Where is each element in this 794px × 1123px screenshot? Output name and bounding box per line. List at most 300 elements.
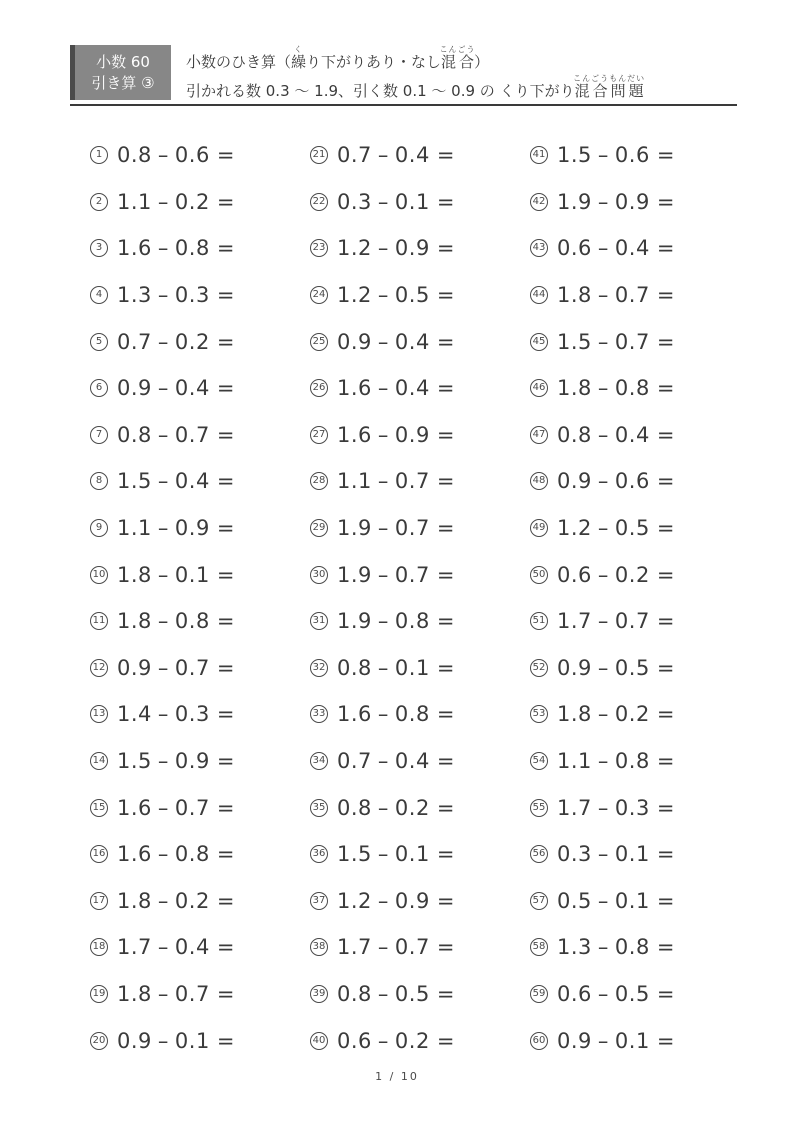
problem-row xyxy=(310,505,530,552)
problem-row xyxy=(530,225,750,272)
problem-number-badge: 52 xyxy=(530,659,548,677)
equals-sign: = xyxy=(656,609,675,634)
problem-minuend: 0.8 xyxy=(117,422,152,447)
worksheet-badge xyxy=(70,45,171,100)
problem-subtrahend: 0.8 xyxy=(614,376,650,401)
problem-minuend: 0.7 xyxy=(337,749,372,774)
minus-sign: – xyxy=(597,516,609,541)
problem-row xyxy=(310,272,530,319)
equals-sign: = xyxy=(656,702,675,727)
title-ruby-kuri xyxy=(291,45,307,71)
problem-minuend: 1.4 xyxy=(117,702,152,727)
problem-row xyxy=(310,551,530,598)
problem-subtrahend: 0.7 xyxy=(614,283,650,308)
problem-expression xyxy=(117,749,235,773)
minus-sign: – xyxy=(157,143,169,168)
equals-sign: = xyxy=(216,749,235,774)
problem-expression xyxy=(557,469,675,493)
minus-sign: – xyxy=(597,702,609,727)
problem-expression xyxy=(117,842,235,866)
problem-number-badge: 23 xyxy=(310,239,328,257)
problem-minuend: 0.8 xyxy=(337,795,372,820)
badge-line-1: 小数 60 xyxy=(96,53,150,71)
problem-row xyxy=(530,878,750,925)
equals-sign: = xyxy=(216,981,235,1006)
problem-expression xyxy=(557,190,675,214)
problem-number-badge: 43 xyxy=(530,239,548,257)
problem-expression xyxy=(337,236,455,260)
problem-minuend: 1.5 xyxy=(337,842,372,867)
equals-sign: = xyxy=(216,562,235,587)
problem-subtrahend: 0.8 xyxy=(614,935,650,960)
problem-number-badge: 10 xyxy=(90,566,108,584)
equals-sign: = xyxy=(656,842,675,867)
equals-sign: = xyxy=(216,1028,235,1053)
subtitle-text: 引かれる数 0.3 〜 1.9、引く数 0.1 〜 0.9 の くり下がり xyxy=(186,81,575,100)
problem-subtrahend: 0.1 xyxy=(614,1028,650,1053)
problem-minuend: 0.9 xyxy=(337,329,372,354)
problem-minuend: 0.9 xyxy=(557,1028,592,1053)
equals-sign: = xyxy=(656,283,675,308)
problem-expression xyxy=(337,143,455,167)
problem-expression xyxy=(117,283,235,307)
problems-grid xyxy=(90,132,760,1064)
problem-number-badge: 29 xyxy=(310,519,328,537)
problem-expression xyxy=(557,1029,675,1053)
problem-minuend: 0.6 xyxy=(337,1028,372,1053)
problem-row xyxy=(530,132,750,179)
problem-subtrahend: 0.8 xyxy=(174,236,210,261)
problem-subtrahend: 0.2 xyxy=(614,562,650,587)
problem-number-badge: 55 xyxy=(530,799,548,817)
problem-minuend: 1.1 xyxy=(117,189,152,214)
problem-number-badge: 35 xyxy=(310,799,328,817)
problem-number-badge: 42 xyxy=(530,193,548,211)
problem-expression xyxy=(557,143,675,167)
problem-row xyxy=(310,318,530,365)
equals-sign: = xyxy=(436,422,455,447)
problem-number-badge: 46 xyxy=(530,379,548,397)
problem-minuend: 1.1 xyxy=(337,469,372,494)
worksheet-title xyxy=(186,45,645,72)
problem-row xyxy=(90,645,310,692)
problem-row xyxy=(90,412,310,459)
minus-sign: – xyxy=(377,702,389,727)
problem-minuend: 0.7 xyxy=(337,143,372,168)
minus-sign: – xyxy=(377,935,389,960)
badge-line-2: 引き算 ③ xyxy=(91,74,155,92)
problem-subtrahend: 0.4 xyxy=(394,749,430,774)
problem-subtrahend: 0.8 xyxy=(394,702,430,727)
problem-expression xyxy=(117,469,235,493)
problem-subtrahend: 0.1 xyxy=(174,562,210,587)
problem-minuend: 0.3 xyxy=(337,189,372,214)
problem-subtrahend: 0.7 xyxy=(614,329,650,354)
minus-sign: – xyxy=(157,236,169,261)
problem-row xyxy=(310,784,530,831)
problem-minuend: 0.8 xyxy=(117,143,152,168)
problem-number-badge: 14 xyxy=(90,752,108,770)
problem-row xyxy=(310,365,530,412)
equals-sign: = xyxy=(436,1028,455,1053)
problem-number-badge: 59 xyxy=(530,985,548,1003)
equals-sign: = xyxy=(216,935,235,960)
worksheet-titles xyxy=(186,45,645,101)
problem-number-badge: 24 xyxy=(310,286,328,304)
problem-number-badge: 27 xyxy=(310,426,328,444)
problem-subtrahend: 0.2 xyxy=(174,888,210,913)
problem-row xyxy=(530,924,750,971)
problem-expression xyxy=(337,563,455,587)
problem-expression xyxy=(117,609,235,633)
equals-sign: = xyxy=(656,562,675,587)
minus-sign: – xyxy=(597,842,609,867)
equals-sign: = xyxy=(216,189,235,214)
problem-row xyxy=(90,878,310,925)
problem-subtrahend: 0.9 xyxy=(174,749,210,774)
problem-expression xyxy=(557,376,675,400)
equals-sign: = xyxy=(656,329,675,354)
problem-row xyxy=(530,412,750,459)
problem-number-badge: 50 xyxy=(530,566,548,584)
problem-number-badge: 3 xyxy=(90,239,108,257)
minus-sign: – xyxy=(597,562,609,587)
problem-subtrahend: 0.5 xyxy=(614,655,650,680)
problem-number-badge: 7 xyxy=(90,426,108,444)
problem-expression xyxy=(337,889,455,913)
problem-minuend: 1.2 xyxy=(337,236,372,261)
problem-expression xyxy=(117,889,235,913)
problem-number-badge: 25 xyxy=(310,333,328,351)
problem-number-badge: 49 xyxy=(530,519,548,537)
minus-sign: – xyxy=(377,609,389,634)
problem-expression xyxy=(337,702,455,726)
problem-subtrahend: 0.2 xyxy=(174,329,210,354)
problem-expression xyxy=(557,702,675,726)
problem-subtrahend: 0.2 xyxy=(394,795,430,820)
problem-row xyxy=(530,551,750,598)
problem-row xyxy=(310,645,530,692)
problem-expression xyxy=(117,702,235,726)
problem-subtrahend: 0.4 xyxy=(394,329,430,354)
equals-sign: = xyxy=(436,888,455,913)
problem-minuend: 1.6 xyxy=(337,422,372,447)
problem-expression xyxy=(557,609,675,633)
minus-sign: – xyxy=(377,143,389,168)
problem-row xyxy=(90,1017,310,1064)
equals-sign: = xyxy=(436,702,455,727)
minus-sign: – xyxy=(377,562,389,587)
minus-sign: – xyxy=(157,888,169,913)
problem-number-badge: 56 xyxy=(530,845,548,863)
problem-number-badge: 18 xyxy=(90,938,108,956)
minus-sign: – xyxy=(377,888,389,913)
equals-sign: = xyxy=(436,283,455,308)
problem-expression xyxy=(117,982,235,1006)
problem-number-badge: 58 xyxy=(530,938,548,956)
problem-number-badge: 6 xyxy=(90,379,108,397)
problem-subtrahend: 0.9 xyxy=(614,189,650,214)
problem-expression xyxy=(117,1029,235,1053)
problem-expression xyxy=(557,842,675,866)
problem-subtrahend: 0.1 xyxy=(174,1028,210,1053)
problem-number-badge: 26 xyxy=(310,379,328,397)
problem-minuend: 1.8 xyxy=(557,702,592,727)
problem-number-badge: 16 xyxy=(90,845,108,863)
problem-number-badge: 1 xyxy=(90,146,108,164)
problem-subtrahend: 0.2 xyxy=(174,189,210,214)
equals-sign: = xyxy=(436,981,455,1006)
problem-number-badge: 54 xyxy=(530,752,548,770)
problem-expression xyxy=(117,190,235,214)
problem-expression xyxy=(557,283,675,307)
problem-row xyxy=(310,924,530,971)
minus-sign: – xyxy=(597,422,609,447)
problem-row xyxy=(90,458,310,505)
problem-minuend: 1.6 xyxy=(337,702,372,727)
minus-sign: – xyxy=(597,1028,609,1053)
problem-row xyxy=(530,831,750,878)
equals-sign: = xyxy=(656,981,675,1006)
problem-expression xyxy=(557,656,675,680)
problem-row xyxy=(310,1017,530,1064)
title-ruby-base: 繰 xyxy=(291,53,307,71)
problem-subtrahend: 0.6 xyxy=(174,143,210,168)
problem-minuend: 1.8 xyxy=(557,283,592,308)
problem-expression xyxy=(337,796,455,820)
title-ruby-kongo xyxy=(439,45,476,71)
problem-expression xyxy=(117,656,235,680)
equals-sign: = xyxy=(656,143,675,168)
problem-number-badge: 57 xyxy=(530,892,548,910)
equals-sign: = xyxy=(216,888,235,913)
problem-minuend: 1.3 xyxy=(117,283,152,308)
problem-row xyxy=(310,412,530,459)
minus-sign: – xyxy=(157,422,169,447)
problem-minuend: 0.6 xyxy=(557,236,592,261)
problem-minuend: 0.5 xyxy=(557,888,592,913)
problem-row xyxy=(530,784,750,831)
problem-number-badge: 41 xyxy=(530,146,548,164)
problem-subtrahend: 0.8 xyxy=(174,842,210,867)
problem-number-badge: 38 xyxy=(310,938,328,956)
problem-row xyxy=(530,1017,750,1064)
problem-number-badge: 39 xyxy=(310,985,328,1003)
problem-expression xyxy=(337,376,455,400)
minus-sign: – xyxy=(157,562,169,587)
minus-sign: – xyxy=(597,329,609,354)
problem-minuend: 0.8 xyxy=(337,981,372,1006)
equals-sign: = xyxy=(216,376,235,401)
problem-expression xyxy=(557,330,675,354)
minus-sign: – xyxy=(597,749,609,774)
problem-subtrahend: 0.5 xyxy=(394,283,430,308)
equals-sign: = xyxy=(656,516,675,541)
problem-subtrahend: 0.7 xyxy=(174,981,210,1006)
minus-sign: – xyxy=(377,655,389,680)
problem-row xyxy=(310,225,530,272)
equals-sign: = xyxy=(656,422,675,447)
problem-subtrahend: 0.4 xyxy=(614,422,650,447)
problem-subtrahend: 0.7 xyxy=(394,935,430,960)
problem-subtrahend: 0.7 xyxy=(174,795,210,820)
problem-minuend: 0.9 xyxy=(557,655,592,680)
problems-column-1 xyxy=(90,132,310,1064)
minus-sign: – xyxy=(157,189,169,214)
problem-minuend: 1.5 xyxy=(557,143,592,168)
minus-sign: – xyxy=(377,236,389,261)
problem-minuend: 0.9 xyxy=(557,469,592,494)
equals-sign: = xyxy=(436,236,455,261)
problem-row xyxy=(90,505,310,552)
problem-expression xyxy=(117,563,235,587)
problem-minuend: 1.8 xyxy=(117,981,152,1006)
problem-minuend: 1.3 xyxy=(557,935,592,960)
page-footer xyxy=(0,1070,794,1083)
minus-sign: – xyxy=(597,609,609,634)
problem-minuend: 1.7 xyxy=(557,795,592,820)
problem-number-badge: 45 xyxy=(530,333,548,351)
problem-row xyxy=(310,878,530,925)
problem-subtrahend: 0.4 xyxy=(174,376,210,401)
problem-minuend: 1.8 xyxy=(117,888,152,913)
problem-row xyxy=(310,458,530,505)
problem-minuend: 1.5 xyxy=(117,469,152,494)
problem-row xyxy=(530,645,750,692)
problem-expression xyxy=(557,236,675,260)
minus-sign: – xyxy=(597,935,609,960)
problem-minuend: 1.7 xyxy=(117,935,152,960)
worksheet-subtitle xyxy=(186,74,645,101)
problem-row xyxy=(310,598,530,645)
minus-sign: – xyxy=(597,795,609,820)
problem-expression xyxy=(337,982,455,1006)
problem-row xyxy=(90,924,310,971)
equals-sign: = xyxy=(436,842,455,867)
problem-subtrahend: 0.7 xyxy=(174,422,210,447)
minus-sign: – xyxy=(157,376,169,401)
problem-expression xyxy=(117,935,235,959)
equals-sign: = xyxy=(656,749,675,774)
title-ruby-furigana: こんごう xyxy=(439,45,476,54)
problem-subtrahend: 0.1 xyxy=(394,655,430,680)
minus-sign: – xyxy=(597,469,609,494)
equals-sign: = xyxy=(656,1028,675,1053)
problem-row xyxy=(90,971,310,1018)
problem-minuend: 0.8 xyxy=(557,422,592,447)
equals-sign: = xyxy=(436,143,455,168)
problem-minuend: 1.2 xyxy=(337,283,372,308)
problem-minuend: 1.1 xyxy=(557,749,592,774)
problem-expression xyxy=(117,796,235,820)
problem-subtrahend: 0.6 xyxy=(614,143,650,168)
equals-sign: = xyxy=(216,655,235,680)
page-number: 1 / 10 xyxy=(375,1070,419,1083)
equals-sign: = xyxy=(216,609,235,634)
problem-minuend: 0.6 xyxy=(557,981,592,1006)
minus-sign: – xyxy=(377,329,389,354)
problem-subtrahend: 0.3 xyxy=(174,283,210,308)
problem-subtrahend: 0.2 xyxy=(614,702,650,727)
title-text: 小数のひき算（ xyxy=(186,53,292,71)
problem-number-badge: 40 xyxy=(310,1032,328,1050)
problems-column-2 xyxy=(310,132,530,1064)
problem-minuend: 0.7 xyxy=(117,329,152,354)
problem-expression xyxy=(557,423,675,447)
problem-expression xyxy=(337,516,455,540)
equals-sign: = xyxy=(436,609,455,634)
problem-number-badge: 2 xyxy=(90,193,108,211)
problem-row xyxy=(90,691,310,738)
problem-minuend: 1.8 xyxy=(117,609,152,634)
problem-subtrahend: 0.9 xyxy=(394,236,430,261)
minus-sign: – xyxy=(157,329,169,354)
minus-sign: – xyxy=(377,795,389,820)
problem-minuend: 1.6 xyxy=(117,842,152,867)
problem-row xyxy=(530,691,750,738)
minus-sign: – xyxy=(597,283,609,308)
problem-expression xyxy=(337,609,455,633)
problem-number-badge: 53 xyxy=(530,705,548,723)
problem-minuend: 1.9 xyxy=(337,562,372,587)
problem-number-badge: 28 xyxy=(310,472,328,490)
equals-sign: = xyxy=(436,189,455,214)
problem-number-badge: 60 xyxy=(530,1032,548,1050)
equals-sign: = xyxy=(656,888,675,913)
equals-sign: = xyxy=(436,749,455,774)
minus-sign: – xyxy=(377,749,389,774)
problem-subtrahend: 0.1 xyxy=(614,888,650,913)
problem-expression xyxy=(117,516,235,540)
problem-minuend: 1.8 xyxy=(557,376,592,401)
minus-sign: – xyxy=(157,1028,169,1053)
equals-sign: = xyxy=(436,655,455,680)
equals-sign: = xyxy=(656,376,675,401)
problem-subtrahend: 0.7 xyxy=(394,562,430,587)
problem-row xyxy=(90,132,310,179)
equals-sign: = xyxy=(216,469,235,494)
minus-sign: – xyxy=(157,516,169,541)
problem-subtrahend: 0.4 xyxy=(394,376,430,401)
problem-subtrahend: 0.7 xyxy=(614,609,650,634)
problem-row xyxy=(90,784,310,831)
problem-number-badge: 37 xyxy=(310,892,328,910)
problem-row xyxy=(310,132,530,179)
minus-sign: – xyxy=(597,236,609,261)
problem-number-badge: 51 xyxy=(530,612,548,630)
problem-expression xyxy=(557,516,675,540)
minus-sign: – xyxy=(157,702,169,727)
minus-sign: – xyxy=(597,376,609,401)
problem-row xyxy=(90,738,310,785)
problem-subtrahend: 0.7 xyxy=(394,469,430,494)
problem-subtrahend: 0.4 xyxy=(614,236,650,261)
problem-number-badge: 4 xyxy=(90,286,108,304)
problem-minuend: 1.7 xyxy=(337,935,372,960)
problem-minuend: 0.8 xyxy=(337,655,372,680)
problem-expression xyxy=(337,469,455,493)
minus-sign: – xyxy=(157,283,169,308)
problem-minuend: 1.6 xyxy=(117,795,152,820)
minus-sign: – xyxy=(157,935,169,960)
minus-sign: – xyxy=(597,888,609,913)
equals-sign: = xyxy=(656,935,675,960)
problem-number-badge: 19 xyxy=(90,985,108,1003)
problem-expression xyxy=(557,563,675,587)
equals-sign: = xyxy=(436,469,455,494)
minus-sign: – xyxy=(157,655,169,680)
problem-row xyxy=(530,272,750,319)
